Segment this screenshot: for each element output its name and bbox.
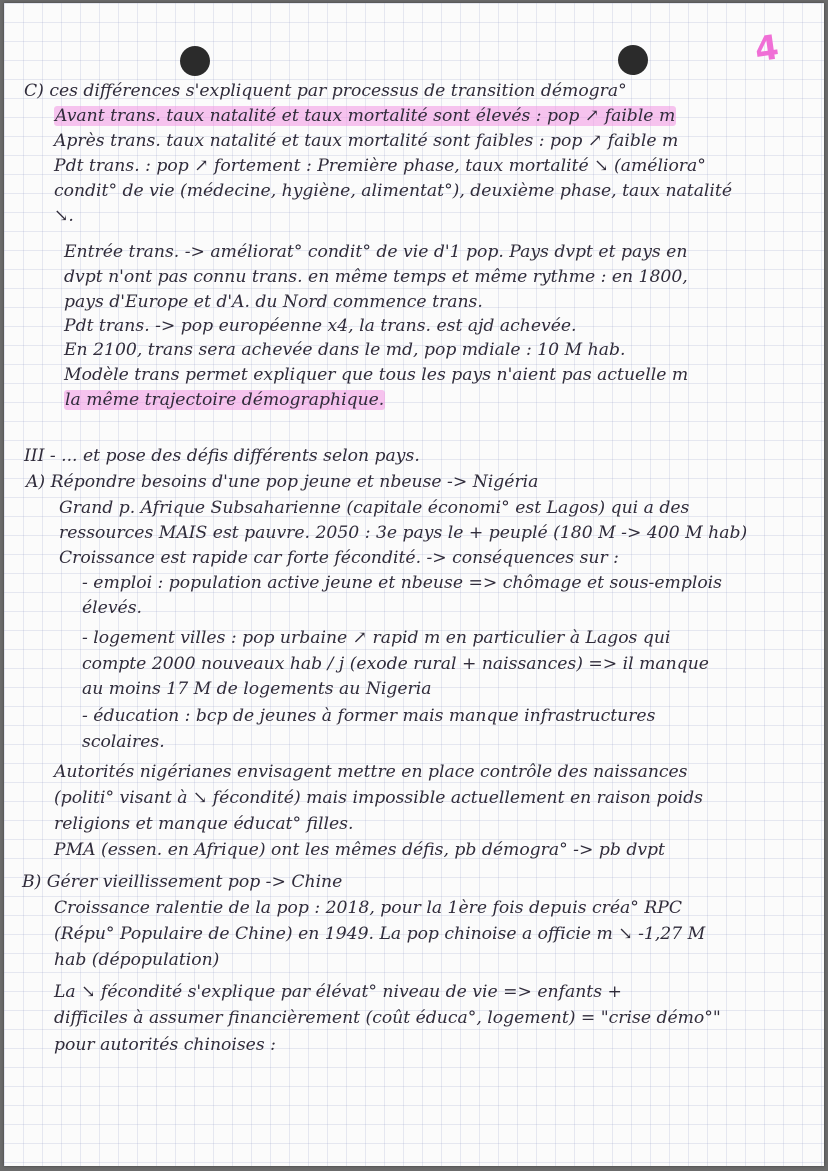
note-line: difficiles à assumer financièrement (coût éduca°, logement) = "crise démo°" [54,1008,721,1028]
note-line: ressources MAIS est pauvre. 2050 : 3e pays le + peuplé (180 M -> 400 M hab) [59,523,748,543]
note-line: La ↘ fécondité s'explique par élévat° niveau de vie => enfants + [54,982,622,1002]
note-line: élevés. [82,598,143,618]
note-line: hab (dépopulation) [54,950,220,970]
section-heading: III - ... et pose des défis différents selon pays. [24,446,420,466]
note-line: Croissance est rapide car forte fécondité. -> conséquences sur : [59,548,619,568]
note-line: Entrée trans. -> améliorat° condit° de vie d'1 pop. Pays dvpt et pays en [64,242,688,262]
note-line: PMA (essen. en Afrique) ont les mêmes défis, pb démogra° -> pb dvpt [54,840,665,860]
corner-doodle: 4 [752,27,782,71]
note-line: Autorités nigérianes envisagent mettre en place contrôle des naissances [54,762,688,782]
note-line: religions et manque éducat° filles. [54,814,354,834]
note-line: au moins 17 M de logements au Nigeria [82,679,432,699]
binder-hole-left [180,46,210,76]
note-line: - logement villes : pop urbaine ↗ rapid m en particulier à Lagos qui [82,628,671,648]
note-line: (Répu° Populaire de Chine) en 1949. La pop chinoise a officie m ↘ -1,27 M [54,924,706,944]
notebook-page [4,3,824,1166]
note-line: (politi° visant à ↘ fécondité) mais impossible actuellement en raison poids [54,788,703,808]
note-line: la même trajectoire démographique. [65,390,385,410]
subsection-heading: B) Gérer vieillissement pop -> Chine [22,872,343,892]
note-line: scolaires. [82,732,165,752]
note-line: En 2100, trans sera achevée dans le md, pop mdiale : 10 M hab. [64,340,626,360]
note-line: pour autorités chinoises : [54,1035,276,1055]
note-line: compte 2000 nouveaux hab / j (exode rural + naissances) => il manque [82,654,709,674]
note-line: ↘. [54,206,74,226]
binder-hole-right [618,45,648,75]
note-line: condit° de vie (médecine, hygiène, alimentat°), deuxième phase, taux natalité [54,181,733,201]
note-line: Pdt trans. -> pop européenne x4, la trans. est ajd achevée. [64,316,577,336]
note-line: Après trans. taux natalité et taux mortalité sont faibles : pop ↗ faible m [54,131,679,151]
note-line: - emploi : population active jeune et nbeuse => chômage et sous-emplois [82,573,722,593]
note-line: Grand p. Afrique Subsaharienne (capitale économi° est Lagos) qui a des [59,498,690,518]
note-line: - éducation : bcp de jeunes à former mais manque infrastructures [82,706,656,726]
note-line: dvpt n'ont pas connu trans. en même temps et même rythme : en 1800, [64,267,688,287]
note-line: Pdt trans. : pop ↗ fortement : Première phase, taux mortalité ↘ (améliora° [54,156,706,176]
note-line: C) ces différences s'expliquent par processus de transition démogra° [24,81,627,101]
note-line: Modèle trans permet expliquer que tous les pays n'aient pas actuelle m [64,365,689,385]
note-line: pays d'Europe et d'A. du Nord commence trans. [64,292,483,312]
note-line: Croissance ralentie de la pop : 2018, pour la 1ère fois depuis créa° RPC [54,898,683,918]
subsection-heading: A) Répondre besoins d'une pop jeune et nbeuse -> Nigéria [26,472,539,492]
note-line: Avant trans. taux natalité et taux mortalité sont élevés : pop ↗ faible m [55,106,676,126]
